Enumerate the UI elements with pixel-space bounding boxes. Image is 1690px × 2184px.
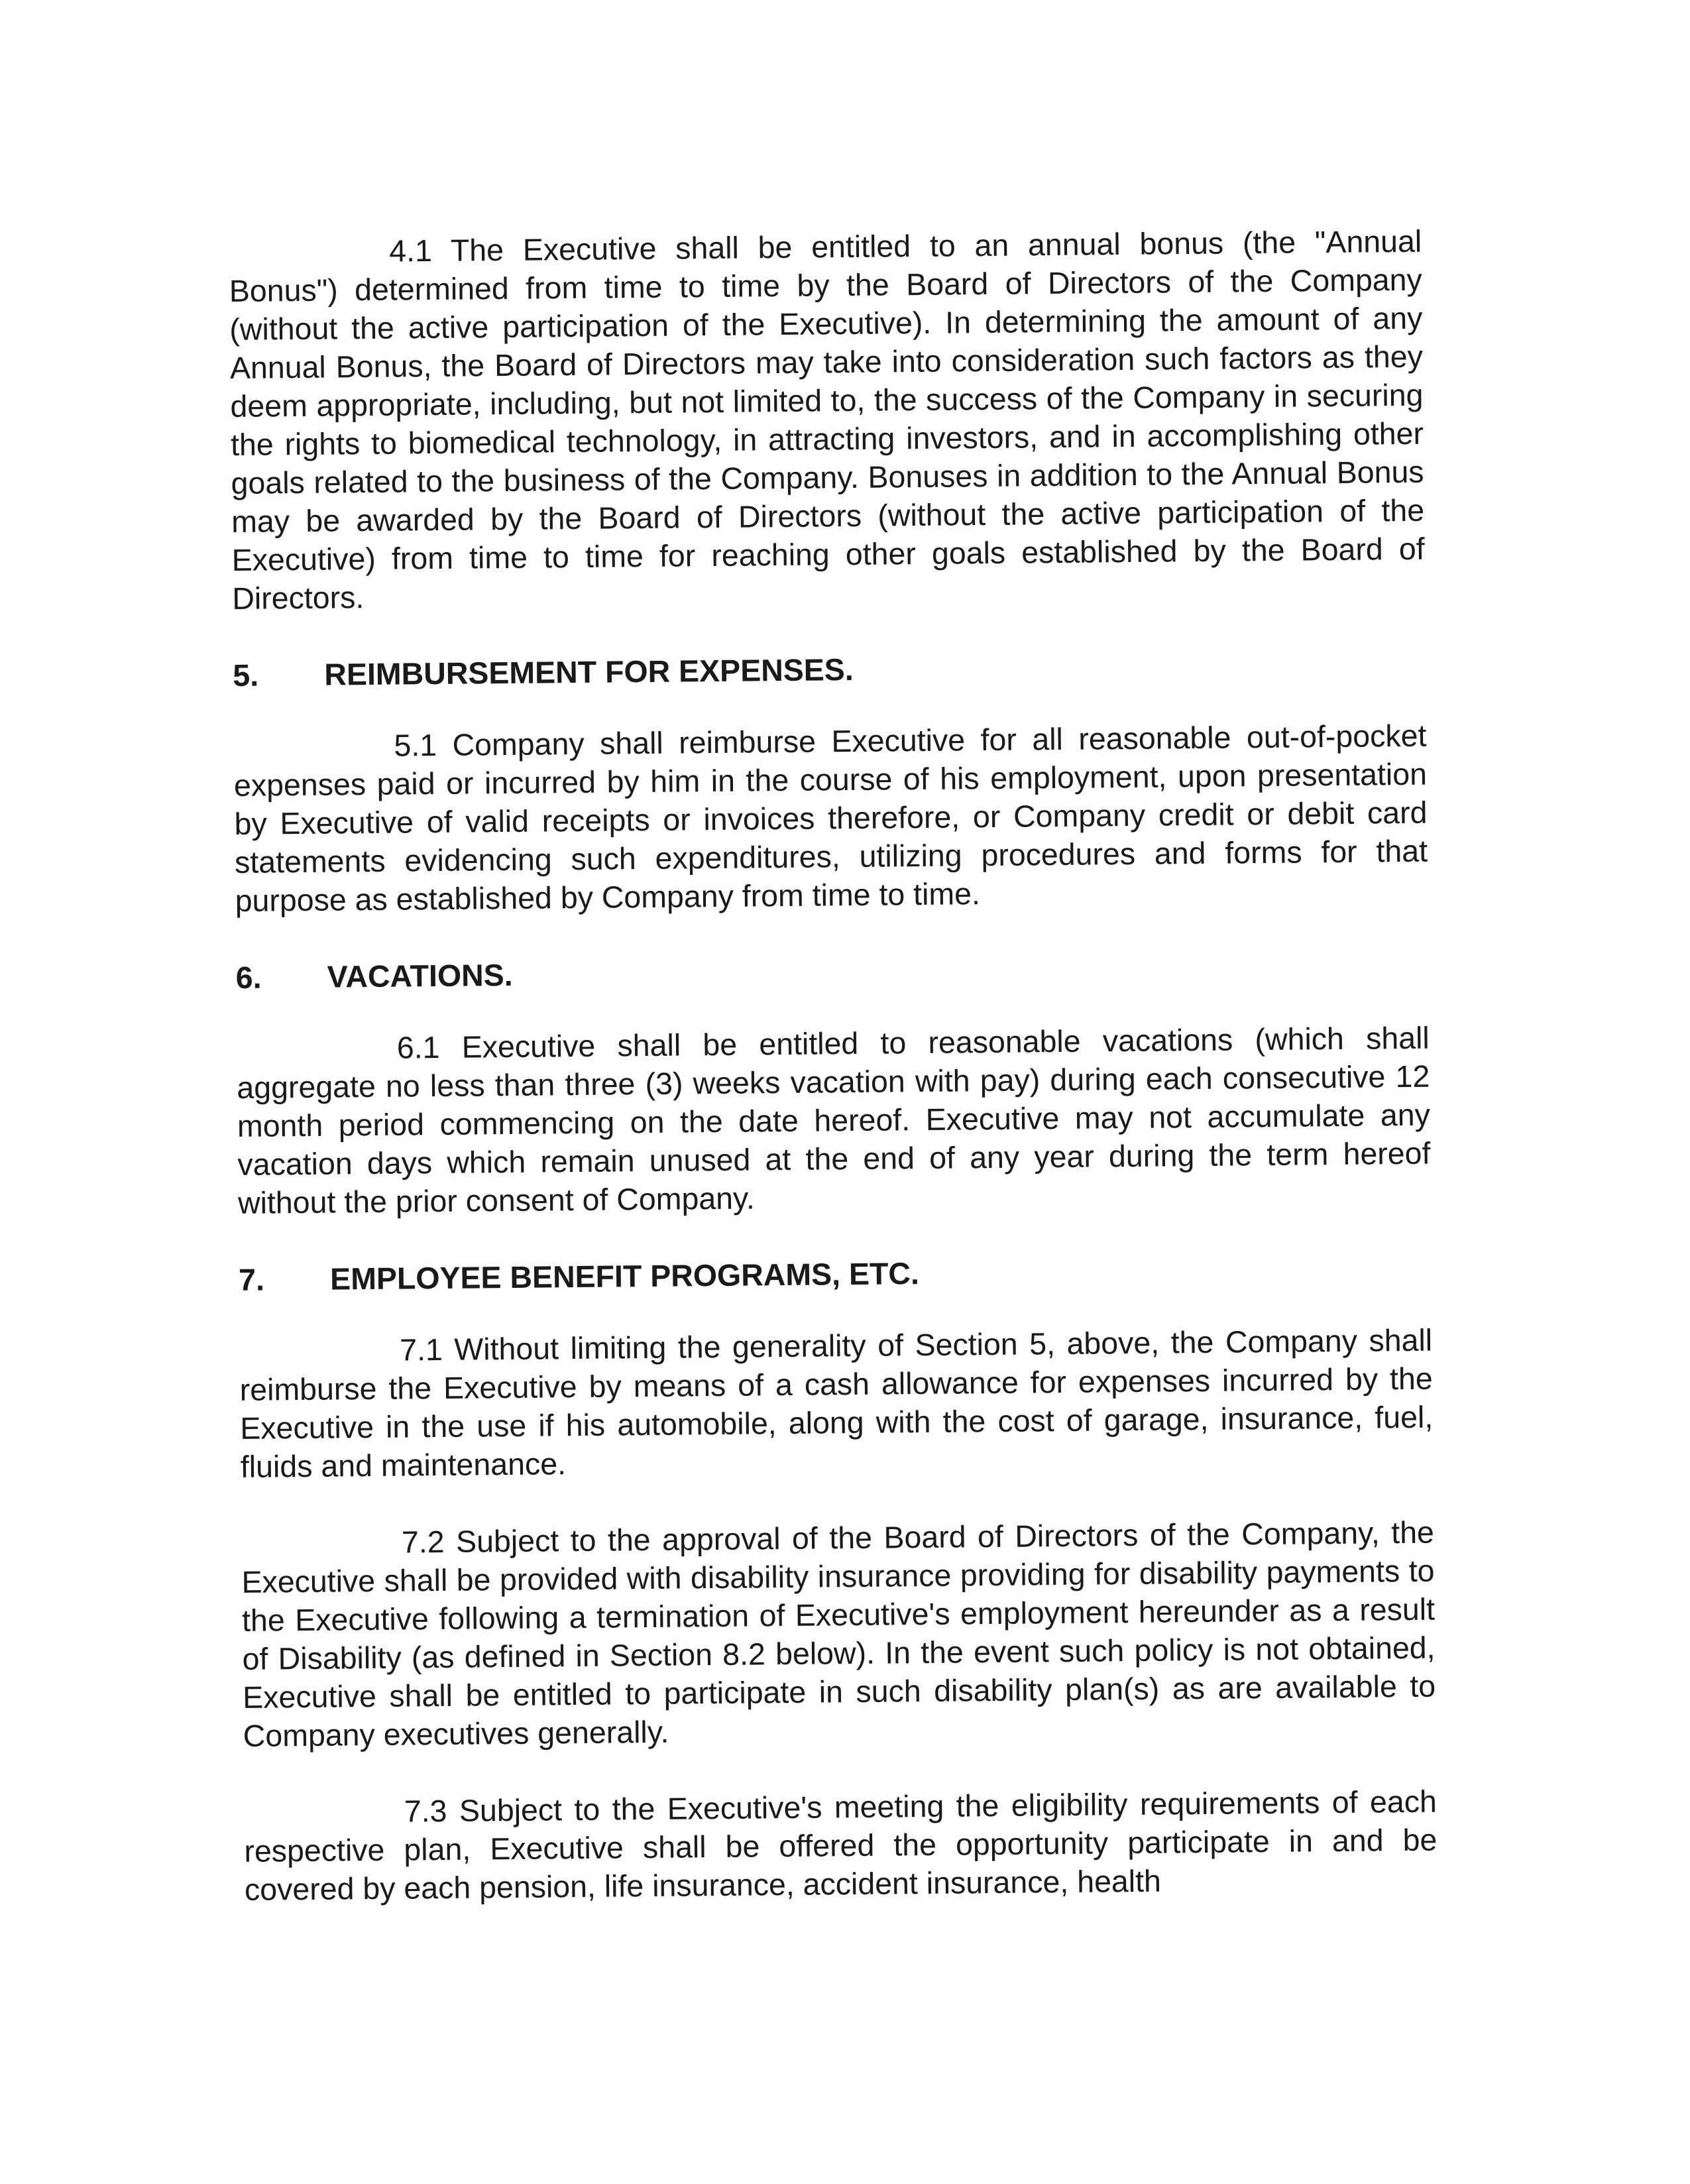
document-body	[229, 222, 1437, 1909]
section-title: VACATIONS.	[327, 957, 513, 994]
paragraph-7-1: 7.1 Without limiting the generality of Section 5, above, the Company shall reimburse the Executive by means of a cash allowance for expenses incurred by the Executive in the use if his automobile, along with the cost of garage, insurance, fuel, fluids and maintenance.	[239, 1322, 1434, 1484]
section-title: REIMBURSEMENT FOR EXPENSES.	[324, 652, 854, 692]
paragraph-5-1: 5.1 Company shall reimburse Executive for all reasonable out-of-pocket expenses paid or incurred by him in the course of his employment, upon presentation by Executive of valid receipts or invoices therefore, or Company credit or debit card statements evidencing such expenditures, utilizing procedures and forms for that purpose as established by Company from time to time.	[233, 718, 1428, 918]
paragraph-4-1: 4.1 The Executive shall be entitled to an annual bonus (the "Annual Bonus") determined from time to time by the Board of Directors of the Company (without the active participation of the Executive). In determining the amount of any Annual Bonus, the Board of Directors may take into consideration such factors as they deem appropriate, including, but not limited to, the success of the Company in securing the rights to biomedical technology, in attracting investors, and in accomplishing other goals related to the business of the Company. Bonuses in addition to the Annual Bonus may be awarded by the Board of Directors (without the active participation of the Executive) from time to time for reaching other goals established by the Board of Directors.	[229, 223, 1425, 616]
section-title: EMPLOYEE BENEFIT PROGRAMS, ETC.	[329, 1256, 920, 1296]
paragraph-6-1: 6.1 Executive shall be entitled to reasonable vacations (which shall aggregate no less than three (3) weeks vacation with pay) during each consecutive 12 month period commencing on the date hereof. Executive may not accumulate any vacation days which remain unused at the end of any year during the term hereof without the prior consent of Company.	[237, 1020, 1431, 1220]
paragraph-7-2: 7.2 Subject to the approval of the Board of Directors of the Company, the Executive shall be provided with disability insurance providing for disability payments to the Executive following a termination of Executive's employment hereunder as a result of Disability (as defined in Section 8.2 below). In the event such policy is not obtained, Executive shall be entitled to participate in such disability plan(s) as are available to Company executives generally.	[241, 1515, 1436, 1753]
section-number: 7.	[238, 1262, 265, 1297]
section-number: 6.	[235, 960, 262, 995]
section-number: 5.	[233, 658, 259, 693]
paragraph-7-3: 7.3 Subject to the Executive's meeting the eligibility requirements of each respective plan, Executive shall be offered the opportunity participate in and be covered by each pension, life insurance, accident insurance, health	[244, 1784, 1437, 1907]
